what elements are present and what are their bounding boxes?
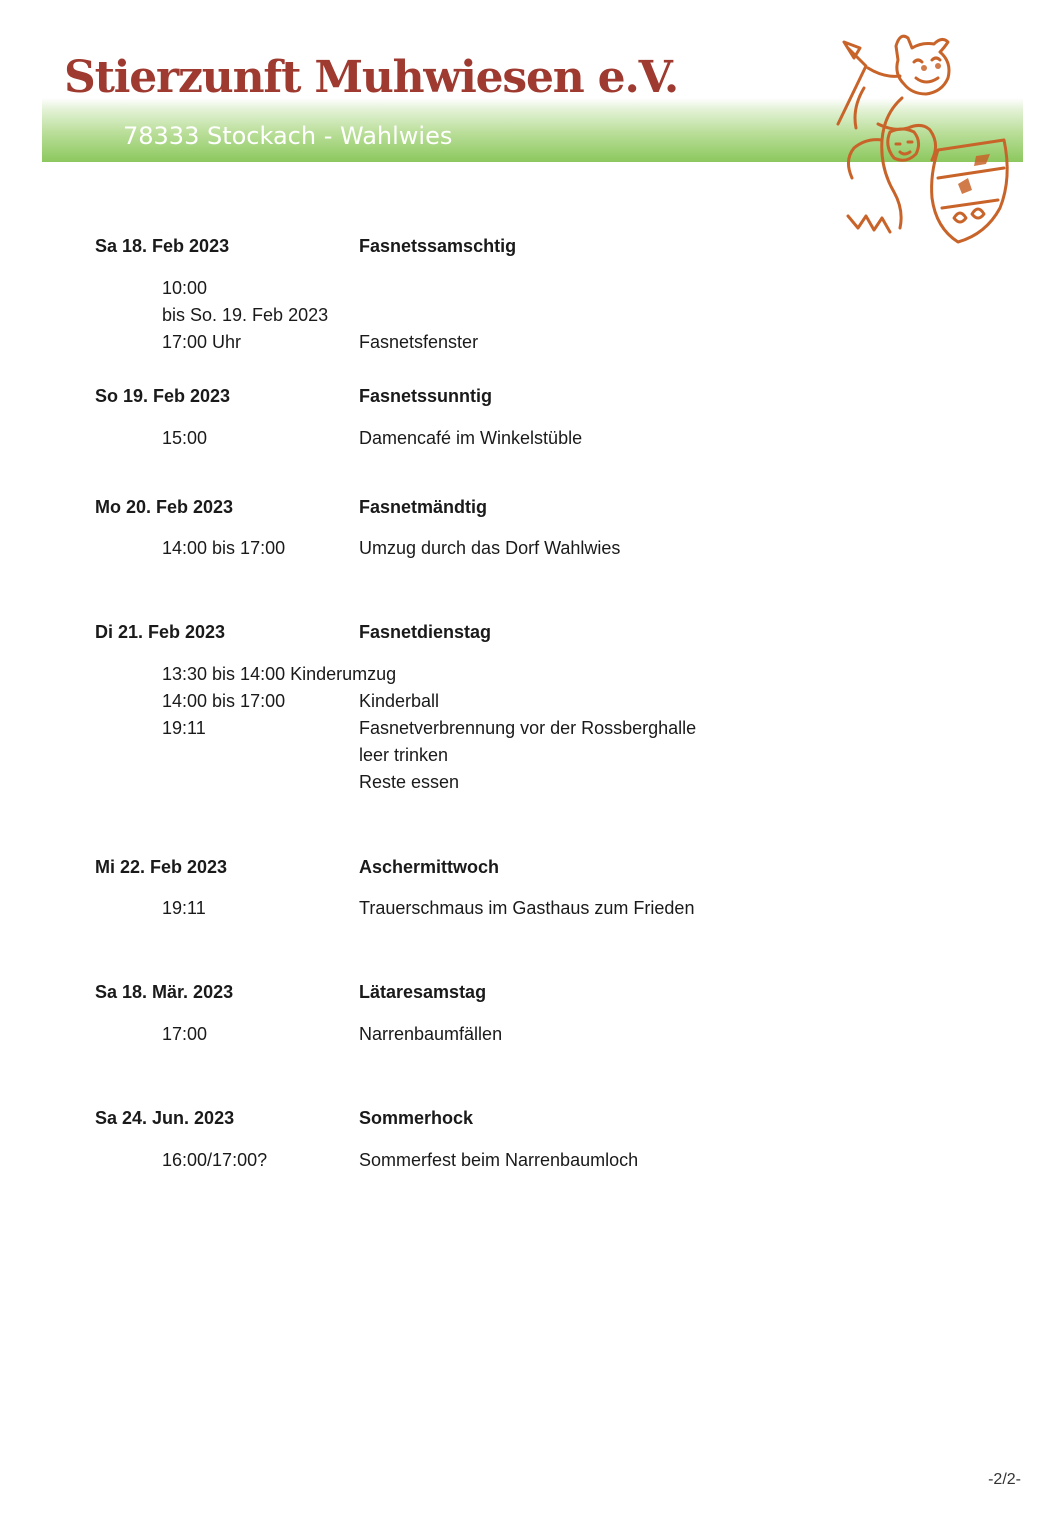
day-date: Sa 24. Jun. 2023 [95,1108,235,1128]
event-row [0,305,1043,331]
event-row [0,664,1043,690]
day-date: So 19. Feb 2023 [95,386,231,406]
day-date: Mi 22. Feb 2023 [95,857,228,877]
event-row [0,278,1043,304]
day-heading [0,236,1043,262]
event-time: 15:00 [162,428,208,448]
event-description: Sommerfest beim Narrenbaumloch [359,1150,639,1170]
event-time: 19:11 [162,898,206,918]
day-title: Fasnetmändtig [359,497,488,517]
day-heading [0,622,1043,648]
day-heading [0,982,1043,1008]
event-description: Fasnetverbrennung vor der Rossberghalle [359,718,697,738]
organization-name: Stierzunft Muhwiesen e.V. [64,52,678,103]
day-title: Fasnetdienstag [359,622,492,642]
day-date: Sa 18. Feb 2023 [95,236,230,256]
event-time: 19:11 [162,718,206,738]
page-number: -2/2- [988,1471,1021,1488]
event-description: Trauerschmaus im Gasthaus zum Frieden [359,898,695,918]
event-description: Reste essen [359,772,460,792]
day-heading [0,386,1043,412]
day-heading [0,857,1043,883]
event-description: Fasnetsfenster [359,332,479,352]
event-row [0,1024,1043,1050]
event-row [0,745,1043,771]
event-time: 13:30 bis 14:00 Kinderumzug [162,664,397,684]
bull-jester-crest-icon [808,28,1018,246]
event-description: Narrenbaumfällen [359,1024,503,1044]
day-date: Mo 20. Feb 2023 [95,497,234,517]
event-time: 14:00 bis 17:00 [162,691,286,711]
day-title: Sommerhock [359,1108,474,1128]
event-description: Damencafé im Winkelstüble [359,428,583,448]
day-title: Fasnetssamschtig [359,236,517,256]
event-row [0,332,1043,358]
event-time: 17:00 [162,1024,208,1044]
event-row [0,428,1043,454]
day-date: Sa 18. Mär. 2023 [95,982,234,1002]
day-title: Aschermittwoch [359,857,500,877]
event-time: 14:00 bis 17:00 [162,538,286,558]
event-row [0,898,1043,924]
event-row [0,1150,1043,1176]
day-title: Lätaresamstag [359,982,487,1002]
event-description: leer trinken [359,745,449,765]
day-heading [0,1108,1043,1134]
event-row [0,691,1043,717]
day-heading [0,497,1043,523]
organization-address: 78333 Stockach - Wahlwies [123,122,453,150]
event-row [0,772,1043,798]
day-title: Fasnetssunntig [359,386,493,406]
event-description: Kinderball [359,691,440,711]
event-time: 10:00 [162,278,208,298]
event-time: bis So. 19. Feb 2023 [162,305,329,325]
event-row [0,538,1043,564]
event-time: 17:00 Uhr [162,332,242,352]
event-time: 16:00/17:00? [162,1150,268,1170]
event-description: Umzug durch das Dorf Wahlwies [359,538,621,558]
event-row [0,718,1043,744]
day-date: Di 21. Feb 2023 [95,622,226,642]
